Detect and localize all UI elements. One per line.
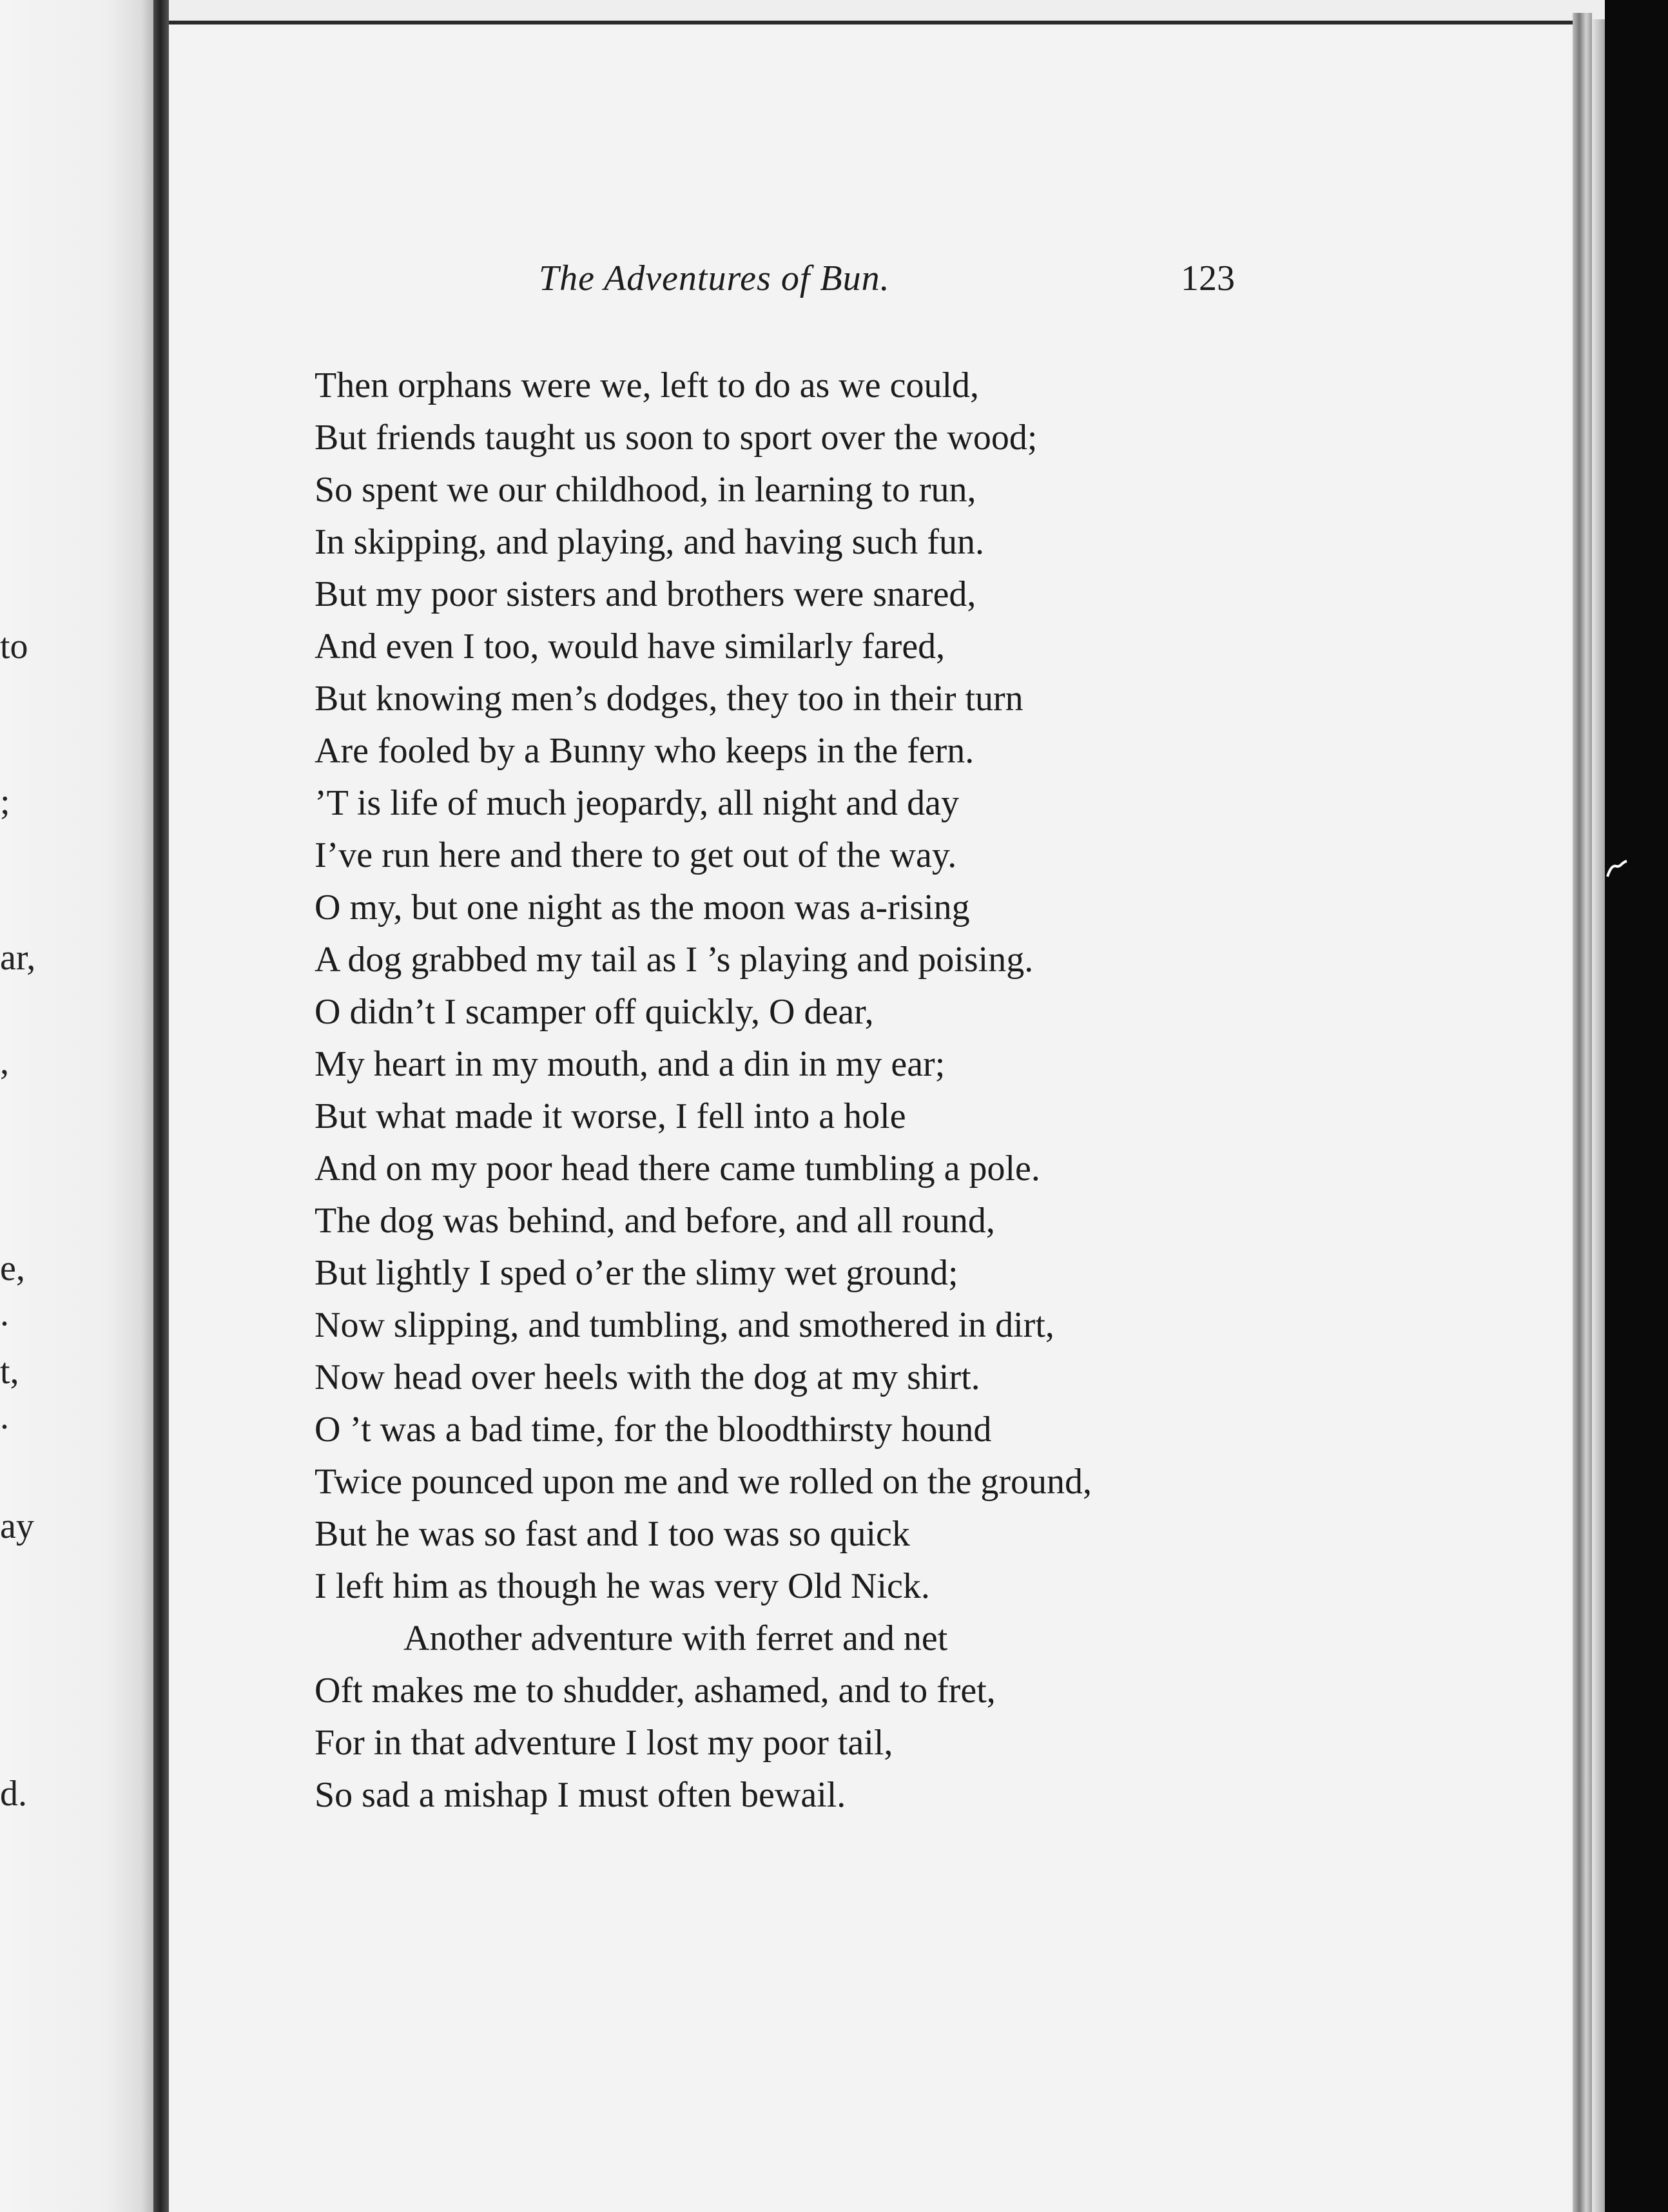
poem-line: And on my poor head there came tumbling a pole. (315, 1149, 1040, 1188)
poem-line: And even I too, would have similarly fared, (315, 626, 946, 666)
page-number: 123 (1181, 258, 1235, 298)
poem-line: But my poor sisters and brothers were snared, (315, 574, 976, 614)
running-head-title: The Adventures of Bun. (539, 258, 890, 298)
running-head (539, 258, 1235, 309)
poem-line: I’ve run here and there to get out of the way. (315, 835, 957, 875)
poem-text (315, 360, 1256, 1821)
poem-line: In skipping, and playing, and having such fun. (315, 522, 984, 562)
poem-line: ’T is life of much jeopardy, all night and day (315, 783, 959, 823)
poem-line: So spent we our childhood, in learning to run, (315, 470, 976, 510)
left-page-fragment: . (0, 1294, 9, 1334)
poem-line: The dog was behind, and before, and all round, (315, 1201, 995, 1241)
poem-line: But he was so fast and I too was so quick (315, 1514, 910, 1554)
left-page-fragment: , (0, 1042, 9, 1082)
poem-line: I left him as though he was very Old Nick. (315, 1566, 930, 1606)
scan-smudge-mark (1604, 856, 1629, 882)
book-gutter (153, 0, 169, 2212)
left-page-fragment: . (0, 1397, 9, 1437)
poem-line: Then orphans were we, left to do as we could, (315, 365, 979, 405)
poem-line: So sad a mishap I must often bewail. (315, 1775, 846, 1815)
poem-line: But knowing men’s dodges, they too in their turn (315, 679, 1023, 719)
poem-line: Oft makes me to shudder, ashamed, and to fret, (315, 1671, 996, 1711)
poem-line: But friends taught us soon to sport over the wood; (315, 418, 1038, 458)
left-page-fragment: ; (0, 782, 10, 822)
page-stack-edge (1573, 13, 1592, 2212)
left-page-fragment: t, (0, 1352, 19, 1392)
left-page-fragment: to (0, 626, 28, 666)
left-page-fragment: d. (0, 1774, 27, 1814)
left-page-fragment: ar, (0, 938, 36, 978)
poem-line: A dog grabbed my tail as I ’s playing and poising. (315, 940, 1034, 980)
poem-line: O my, but one night as the moon was a-rising (315, 888, 970, 927)
poem-line: Are fooled by a Bunny who keeps in the fern. (315, 731, 975, 771)
poem-line: O didn’t I scamper off quickly, O dear, (315, 992, 874, 1032)
poem-line: My heart in my mouth, and a din in my ear; (315, 1044, 946, 1084)
left-page-edge (0, 0, 153, 2212)
poem-line: Twice pounced upon me and we rolled on the ground, (315, 1462, 1092, 1502)
poem-line-indented: Another adventure with ferret and net (403, 1618, 948, 1658)
poem-line: But what made it worse, I fell into a hole (315, 1096, 906, 1136)
poem-line: Now head over heels with the dog at my shirt. (315, 1357, 980, 1397)
page-stack-edge-inner (1592, 19, 1605, 2212)
poem-line: For in that adventure I lost my poor tail, (315, 1723, 893, 1763)
poem-line: But lightly I sped o’er the slimy wet ground; (315, 1253, 958, 1293)
poem-line: O ’t was a bad time, for the bloodthirsty hound (315, 1410, 992, 1450)
poem-line: Now slipping, and tumbling, and smothered in dirt, (315, 1305, 1054, 1345)
left-page-fragment: e, (0, 1248, 25, 1288)
left-page-fragment: ay (0, 1506, 34, 1546)
scan-background (1605, 0, 1668, 2212)
